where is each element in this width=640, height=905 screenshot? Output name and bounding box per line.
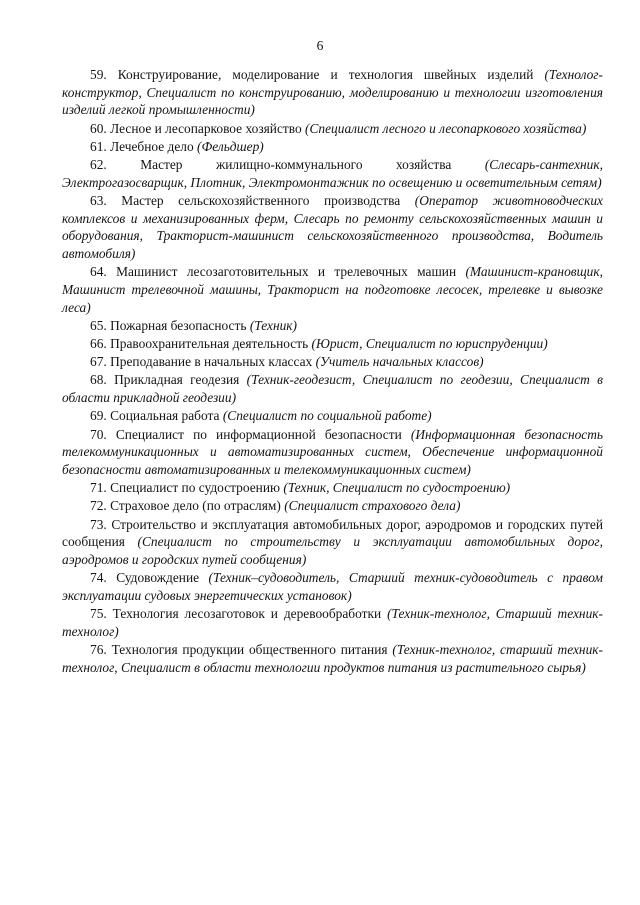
item-title: Прикладная геодезия [114,372,240,388]
item-qualifications: (Информационная безопасность телекоммуникационных и автоматизированных систем, Обеспечение информационной безопасности автоматизированных и телекоммуникационных систем) [62,426,603,477]
item-number: 69. [90,408,107,424]
list-item [62,371,603,406]
item-number: 75. [90,606,107,622]
item-title: Преподавание в начальных классах [110,354,313,370]
specialties-list [62,66,603,677]
item-qualifications: (Техник-технолог, старший техник-технолог, Специалист в области технологии продуктов питания из растительного сырья) [62,642,603,675]
item-title: Технология продукции общественного питания [111,642,388,657]
list-item [62,641,603,676]
item-title: Пожарная безопасность [110,317,247,333]
list-item [62,516,603,569]
list-item [62,605,603,640]
list-item [62,479,603,497]
item-number: 71. [90,480,107,496]
list-item [62,138,603,156]
page-number: 6 [316,38,324,53]
item-number: 61. [90,138,107,154]
item-number: 64. [90,264,107,280]
item-number: 59. [90,67,107,82]
item-title: Мастер жилищно-коммунального хозяйства [140,157,452,173]
list-item [62,263,603,316]
item-number: 76. [90,642,107,657]
list-item [62,407,603,425]
item-qualifications: (Техник) [249,317,298,333]
item-title: Конструирование, моделирование и технология швейных изделий [117,67,534,82]
item-qualifications: (Техник, Специалист по судостроению) [283,480,511,496]
item-qualifications: (Техник–судоводитель, Старший техник-судоводитель с правом эксплуатации судовых энергетических установок) [62,570,603,603]
item-title: Машинист лесозаготовительных и трелевочных машин [116,264,457,280]
item-title: Страховое дело (по отраслям) [110,498,281,514]
item-qualifications: (Специалист лесного и лесопаркового хозяйства) [305,120,587,136]
item-qualifications: (Специалист страхового дела) [284,498,461,514]
item-number: 66. [90,336,107,352]
item-qualifications: (Оператор животноводческих комплексов и механизированных ферм, Слесарь по ремонту сельскохозяйственных машин и оборудования, Тракторист-машинист сельскохозяйственного производства, Водитель автомобиля) [62,192,603,262]
item-title: Лечебное дело [110,138,194,154]
list-item [62,353,603,371]
item-number: 62. [90,157,107,173]
item-number: 70. [90,426,107,442]
list-item [62,335,603,353]
list-item [62,317,603,335]
list-item [62,66,603,119]
list-item [62,120,603,138]
item-title: Судовождение [116,570,200,586]
list-item [62,497,603,515]
item-title: Лесное и лесопарковое хозяйство [110,120,302,136]
item-number: 60. [90,120,107,136]
list-item [62,426,603,479]
item-qualifications: (Специалист по социальной работе) [222,408,432,424]
item-qualifications: (Машинист-крановщик, Машинист трелевочной машины, Тракторист на подготовке лесосек, трелевке и вывозке леса) [62,264,603,315]
item-title: Специалист по информационной безопасности [115,426,402,442]
item-qualifications: (Техник-технолог, Старший техник-технолог) [62,606,603,639]
item-number: 73. [90,516,107,532]
item-number: 67. [90,354,107,370]
item-qualifications: (Технолог-конструктор, Специалист по конструированию, моделированию и технологии изготовления изделий легкой промышленности) [62,67,603,118]
item-number: 68. [90,372,107,388]
item-title: Технология лесозаготовок и деревообработки [112,606,382,622]
item-number: 72. [90,498,107,514]
list-item [62,569,603,604]
item-qualifications: (Слесарь-сантехник, Электрогазосварщик, Плотник, Электромонтажник по освещению и осветительным сетям) [62,157,603,190]
item-qualifications: (Техник-геодезист, Специалист по геодезии, Специалист в области прикладной геодезии) [62,372,603,406]
item-title: Правоохранительная деятельность [110,336,309,352]
item-number: 74. [90,570,107,586]
item-title: Специалист по судостроению [110,480,280,496]
list-item [62,192,603,263]
item-qualifications: (Фельдшер) [197,138,264,154]
item-title: Строительство и эксплуатация автомобильных дорог, аэродромов и городских путей сообщения [62,516,603,550]
item-title: Мастер сельскохозяйственного производства [121,192,401,208]
list-item [62,156,603,191]
item-qualifications: (Учитель начальных классов) [315,354,484,370]
item-number: 63. [90,192,107,208]
item-title: Социальная работа [110,408,220,424]
item-qualifications: (Юрист, Специалист по юриспруденции) [311,336,548,352]
item-qualifications: (Специалист по строительству и эксплуатации автомобильных дорог, аэродромов и городских путей сообщения) [62,534,603,567]
item-number: 65. [90,317,107,333]
